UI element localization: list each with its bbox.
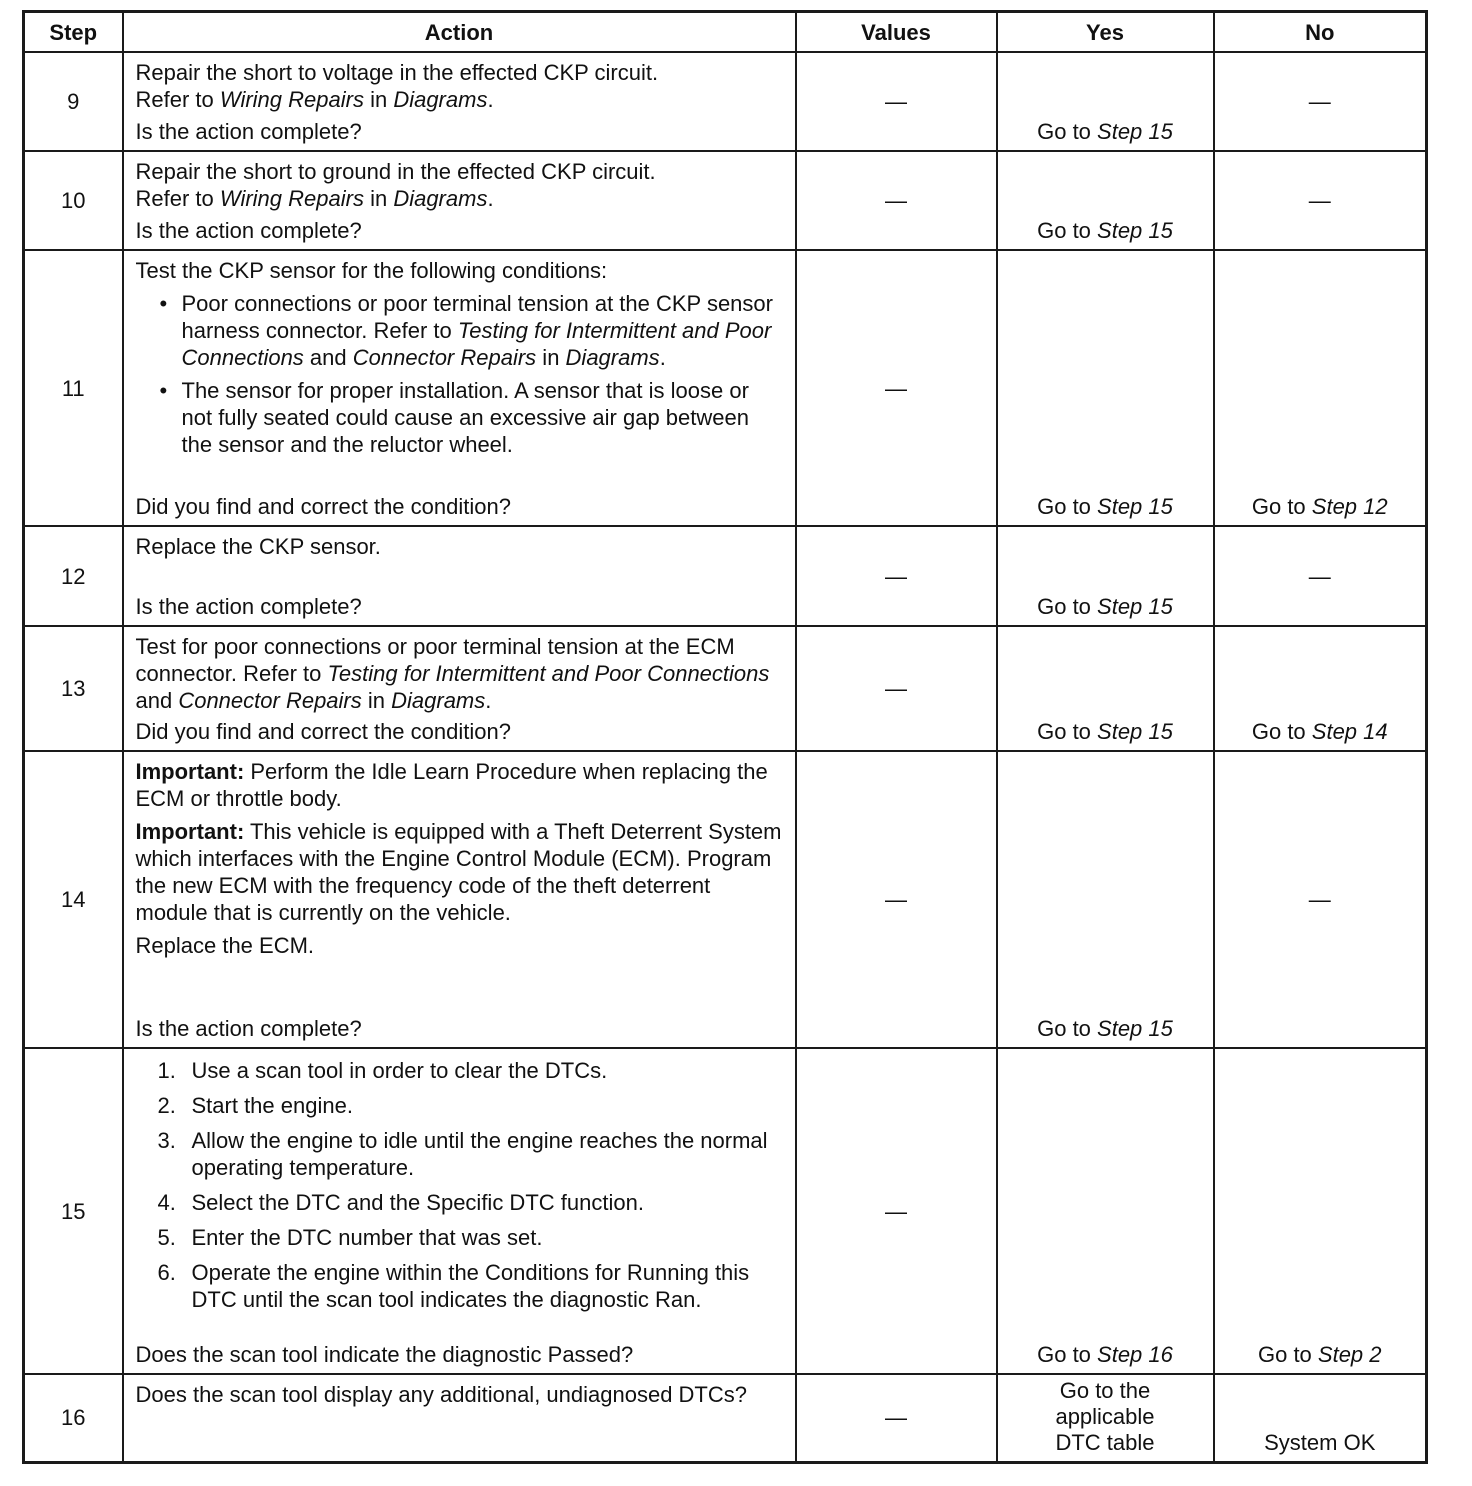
action-text: Test for poor connections or poor terminal tension at the ECM connector. Refer to Testing for Intermittent and Poor Connections and Connector Repairs in Diagrams. <box>135 634 770 713</box>
action-question: Does the scan tool indicate the diagnostic Passed? <box>135 1342 634 1367</box>
header-values: Values <box>796 12 997 53</box>
no-cell: Go to Step 2 <box>1214 1048 1427 1374</box>
yes-text-line: applicable <box>1055 1403 1155 1429</box>
no-cell: — <box>1214 151 1427 250</box>
action-cell <box>123 151 796 250</box>
procedure-list <box>136 1057 785 1313</box>
header-row <box>24 12 1427 53</box>
yes-cell: Go to Step 15 <box>997 151 1214 250</box>
action-text: Repair the short to ground in the effected CKP circuit. <box>135 159 656 184</box>
action-cell <box>123 52 796 151</box>
yes-cell: Go to Step 15 <box>997 52 1214 151</box>
no-cell: System OK <box>1214 1374 1427 1462</box>
no-step-link: Step 12 <box>1311 494 1388 519</box>
action-cell <box>123 751 796 1048</box>
step-number: 10 <box>24 151 123 250</box>
table-row <box>24 1374 1427 1462</box>
reference-link: Wiring Repairs <box>219 186 364 211</box>
yes-step-link: Step 15 <box>1097 1016 1173 1041</box>
important-label: Important: <box>135 759 245 784</box>
list-item: 6. Operate the engine within the Conditions for Running this DTC until the scan tool indicates the diagnostic Ran. <box>157 1260 750 1312</box>
reference-link: Testing for Intermittent and Poor Connections <box>327 661 770 686</box>
action-reference: Refer to Wiring Repairs in Diagrams. <box>135 87 494 112</box>
header-yes: Yes <box>997 12 1214 53</box>
action-question: Is the action complete? <box>135 218 362 243</box>
action-text: Replace the CKP sensor. <box>135 534 381 559</box>
table-row <box>24 751 1427 1048</box>
list-item: 1. Use a scan tool in order to clear the DTCs. <box>157 1058 608 1083</box>
reference-link: Connector Repairs <box>178 688 362 713</box>
yes-step-link: Step 15 <box>1097 218 1173 243</box>
no-cell: Go to Step 14 <box>1214 626 1427 751</box>
important-note: Important: This vehicle is equipped with a Theft Deterrent System which interfaces with the Engine Control Module (ECM). Program the new ECM with the frequency code of the theft deterrent module that is currently on the vehicle. <box>135 819 782 925</box>
action-question: Is the action complete? <box>135 1016 362 1041</box>
no-cell: — <box>1214 751 1427 1048</box>
action-text: Repair the short to voltage in the effected CKP circuit. <box>135 60 659 85</box>
action-intro: Test the CKP sensor for the following conditions: <box>135 258 608 283</box>
header-no: No <box>1214 12 1427 53</box>
yes-step-link: Step 15 <box>1097 594 1173 619</box>
action-question: Is the action complete? <box>135 594 362 619</box>
reference-link: Connector Repairs <box>352 345 537 370</box>
yes-cell <box>997 1374 1214 1462</box>
header-action: Action <box>123 12 796 53</box>
important-label: Important: <box>135 819 245 844</box>
action-cell <box>123 1374 796 1462</box>
reference-link: Wiring Repairs <box>219 87 364 112</box>
step-number: 11 <box>24 250 123 526</box>
yes-cell: Go to Step 15 <box>997 526 1214 626</box>
list-item: 4. Select the DTC and the Specific DTC function. <box>157 1190 644 1215</box>
action-question: Is the action complete? <box>135 119 362 144</box>
yes-text-line: Go to the <box>1059 1377 1151 1403</box>
step-number: 9 <box>24 52 123 151</box>
reference-doc: Diagrams <box>393 87 488 112</box>
reference-link: Testing for Intermittent and Poor Connections <box>181 318 772 370</box>
table-row <box>24 52 1427 151</box>
values-cell: — <box>796 751 997 1048</box>
table-row <box>24 526 1427 626</box>
no-step-link: Step 2 <box>1317 1342 1382 1367</box>
step-number: 13 <box>24 626 123 751</box>
no-cell: Go to Step 12 <box>1214 250 1427 526</box>
yes-step-link: Step 15 <box>1097 719 1173 744</box>
yes-text-line: DTC table <box>1055 1429 1155 1455</box>
table-row <box>24 151 1427 250</box>
values-cell: — <box>796 526 997 626</box>
yes-cell: Go to Step 15 <box>997 751 1214 1048</box>
list-item: 3. Allow the engine to idle until the engine reaches the normal operating temperature. <box>157 1128 768 1180</box>
step-number: 16 <box>24 1374 123 1462</box>
condition-list <box>136 290 785 458</box>
values-cell: — <box>796 52 997 151</box>
action-question: Does the scan tool display any additional, undiagnosed DTCs? <box>135 1382 747 1407</box>
table-row <box>24 1048 1427 1374</box>
important-note: Important: Perform the Idle Learn Procedure when replacing the ECM or throttle body. <box>135 759 768 811</box>
action-text: Replace the ECM. <box>135 933 315 958</box>
action-cell <box>123 626 796 751</box>
no-cell: — <box>1214 52 1427 151</box>
yes-cell: Go to Step 16 <box>997 1048 1214 1374</box>
table-row <box>24 250 1427 526</box>
reference-doc: Diagrams <box>565 345 660 370</box>
values-cell: — <box>796 1374 997 1462</box>
reference-doc: Diagrams <box>393 186 488 211</box>
values-cell: — <box>796 626 997 751</box>
list-item: 2. Start the engine. <box>157 1093 353 1118</box>
yes-cell: Go to Step 15 <box>997 250 1214 526</box>
values-cell: — <box>796 1048 997 1374</box>
yes-step-link: Step 15 <box>1097 494 1173 519</box>
step-number: 15 <box>24 1048 123 1374</box>
action-question: Did you find and correct the condition? <box>135 719 511 744</box>
reference-doc: Diagrams <box>391 688 486 713</box>
no-step-link: Step 14 <box>1311 719 1388 744</box>
yes-step-link: Step 15 <box>1097 119 1173 144</box>
action-cell <box>123 1048 796 1374</box>
yes-cell: Go to Step 15 <box>997 626 1214 751</box>
yes-step-link: Step 16 <box>1097 1342 1173 1367</box>
action-question: Did you find and correct the condition? <box>135 494 511 519</box>
values-cell: — <box>796 250 997 526</box>
values-cell: — <box>796 151 997 250</box>
action-cell <box>123 526 796 626</box>
action-reference: Refer to Wiring Repairs in Diagrams. <box>135 186 494 211</box>
step-number: 14 <box>24 751 123 1048</box>
header-step: Step <box>24 12 123 53</box>
diagnostic-table <box>22 10 1428 1464</box>
list-item: • Poor connections or poor terminal tension at the CKP sensor harness connector. Refer to Testing for Intermittent and Poor Connections and Connector Repairs in Diagrams. <box>136 290 785 371</box>
step-number: 12 <box>24 526 123 626</box>
table-row <box>24 626 1427 751</box>
no-cell: — <box>1214 526 1427 626</box>
list-item: 5. Enter the DTC number that was set. <box>157 1225 543 1250</box>
action-cell <box>123 250 796 526</box>
list-item: • The sensor for proper installation. A sensor that is loose or not fully seated could cause an excessive air gap between the sensor and the reluctor wheel. <box>136 377 785 458</box>
